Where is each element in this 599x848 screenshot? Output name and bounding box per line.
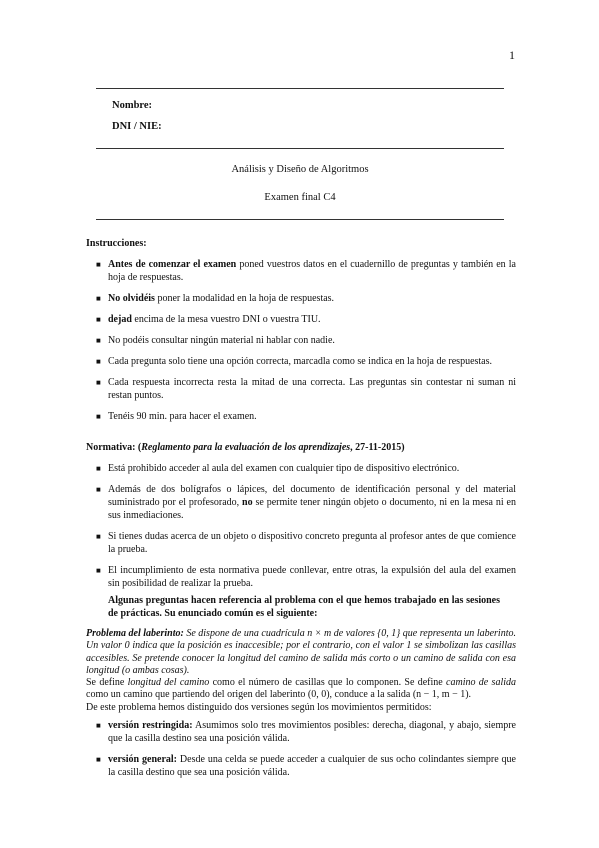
list-item: ■ Si tienes dudas acerca de un objeto o dispositivo concreto pregunta al profesor antes de que comience la prueba. [96,531,516,555]
list-item: ■ El incumplimiento de esta normativa puede conllevar, entre otras, la expulsión del aula del examen sin posibilidad de realizar la prueba. [96,565,516,589]
list-item: ■ No olvidéis poner la modalidad en la hoja de respuestas. [96,293,335,304]
bullet-icon: ■ [96,485,101,494]
course-title: Análisis y Diseño de Algoritmos [231,164,369,175]
bullet-icon: ■ [96,412,101,421]
list-item: ■ Tenéis 90 min. para hacer el examen. [96,411,257,422]
instrucciones-list [96,258,516,423]
nombre-label: Nombre: [112,100,153,111]
intro-paragraph: Algunas preguntas hacen referencia al problema con el que hemos trabajado en las sesiones de prácticas. Su enunciado común es el siguiente: [108,595,500,619]
list-item: ■ Cada pregunta solo tiene una opción correcta, marcadla como se indica en la hoja de respuestas. [96,356,493,367]
instrucciones-heading: Instrucciones: [86,238,147,249]
normativa-heading: Normativa: (Reglamento para la evaluación de los aprendizajes, 27-11-2015) [86,442,405,453]
exam-title: Examen final C4 [264,192,336,203]
list-item: ■ Cada respuesta incorrecta resta la mitad de una correcta. Las preguntas sin contestar ni suman ni restan puntos. [96,377,516,401]
bullet-icon: ■ [96,294,101,303]
list-item: ■ Además de dos bolígrafos o lápices, del documento de identificación personal y del material suministrado por el profesorado, no se permite tener ningún objeto o documento, ni en la mesa ni en sus inmediaciones. [96,484,516,521]
problem-statement: Problema del laberinto: Se dispone de una cuadrícula n × m de valores {0, 1} que representa un laberinto. Un valor 0 indica que la posición es inaccesible; por el contrario, con el valor 1 se simbolizan las casillas accesibles. Se pretende conocer la longitud del camino de salida más corto o un camino de salida con esa longitud (o ambas cosas). [86,628,516,676]
dni-label: DNI / NIE: [112,121,162,132]
list-item: ■ Está prohibido acceder al aula del examen con cualquier tipo de dispositivo electrónico. [96,463,460,474]
list-item: ■ Antes de comenzar el examen poned vuestros datos en el cuadernillo de preguntas y también en la hoja de respuestas. [96,259,516,283]
bullet-icon: ■ [96,336,101,345]
bullet-icon: ■ [96,464,101,473]
divider [96,148,504,149]
bullet-icon: ■ [96,260,101,269]
list-item: ■ versión general: Desde una celda se puede acceder a cualquier de sus ocho colindantes siempre que la casilla destino que sea una posición válida. [96,754,516,778]
problem-definition: Se define longitud del camino como el número de casillas que lo componen. Se define camino de salida como un camino que partiendo del origen del laberinto (0, 0), conduce a la salida (n − 1, m − 1). De este problema hemos distinguido dos versiones según los movimientos permitidos: [86,677,516,713]
bullet-icon: ■ [96,532,101,541]
bullet-icon: ■ [96,378,101,387]
bullet-icon: ■ [96,721,101,730]
page-number: 1 [509,48,515,62]
bullet-icon: ■ [96,315,101,324]
list-item: ■ dejad encima de la mesa vuestro DNI o vuestra TIU. [96,314,321,325]
normativa-list [96,462,516,590]
divider [96,219,504,220]
list-item: ■ No podéis consultar ningún material ni hablar con nadie. [96,335,335,346]
divider [96,88,504,89]
versions-list [96,719,516,779]
bullet-icon: ■ [96,755,101,764]
bullet-icon: ■ [96,566,101,575]
list-item: ■ versión restringida: Asumimos solo tres movimientos posibles: derecha, diagonal, y abajo, siempre que la casilla destino sea una posición válida. [96,720,516,744]
bullet-icon: ■ [96,357,101,366]
